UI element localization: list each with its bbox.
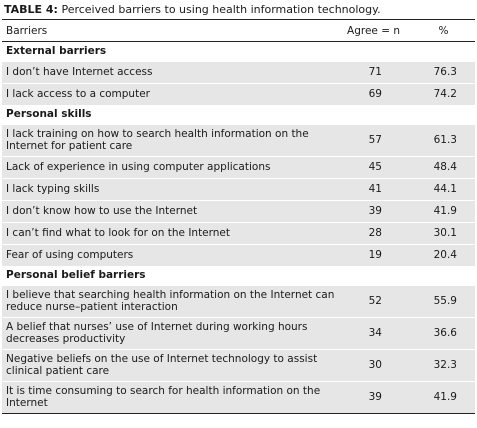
table-row (2, 84, 475, 106)
row-percent: 41.9 (412, 201, 475, 223)
row-percent: 76.3 (412, 62, 475, 84)
table-row (2, 179, 475, 201)
column-header-percent: % (412, 20, 475, 42)
section-title: External barriers (6, 45, 107, 58)
column-header-barriers: Barriers (2, 20, 342, 42)
row-label: A belief that nurses’ use of Internet during working hours decreases productivity (2, 318, 342, 350)
row-label: I believe that searching health information on the Internet can reduce nurse–patient interaction (2, 286, 342, 318)
row-percent: 55.9 (412, 286, 475, 318)
row-agree-n: 69 (342, 84, 412, 106)
row-agree-n: 28 (342, 223, 412, 245)
row-label: I can’t find what to look for on the Internet (2, 223, 342, 245)
section-row-personal-skills (2, 105, 475, 125)
table-row (2, 157, 475, 179)
table-caption-text: Perceived barriers to using health information technology. (57, 3, 381, 16)
row-agree-n: 34 (342, 318, 412, 350)
table-row (2, 382, 475, 414)
row-percent: 48.4 (412, 157, 475, 179)
table-row (2, 286, 475, 318)
row-label: I lack training on how to search health information on the Internet for patient care (2, 125, 342, 157)
row-percent: 61.3 (412, 125, 475, 157)
header-row (2, 20, 475, 42)
section-title: Personal belief barriers (6, 269, 146, 282)
row-percent: 44.1 (412, 179, 475, 201)
row-agree-n: 71 (342, 62, 412, 84)
table-caption (2, 0, 475, 20)
row-agree-n: 39 (342, 382, 412, 414)
row-label: It is time consuming to search for health information on the Internet (2, 382, 342, 414)
row-label: I lack typing skills (2, 179, 342, 201)
barriers-table (2, 20, 475, 414)
row-label: I don’t know how to use the Internet (2, 201, 342, 223)
table-row (2, 245, 475, 267)
section-title: Personal skills (6, 108, 92, 121)
table-row (2, 62, 475, 84)
table-caption-label: TABLE 4: (4, 3, 58, 16)
section-row-external-barriers (2, 42, 475, 63)
table-container (2, 0, 475, 414)
row-agree-n: 52 (342, 286, 412, 318)
table-row (2, 318, 475, 350)
row-agree-n: 57 (342, 125, 412, 157)
section-row-personal-belief-barriers (2, 266, 475, 286)
row-label: Fear of using computers (2, 245, 342, 267)
row-percent: 36.6 (412, 318, 475, 350)
row-percent: 30.1 (412, 223, 475, 245)
row-agree-n: 39 (342, 201, 412, 223)
row-label: Lack of experience in using computer applications (2, 157, 342, 179)
row-label: I lack access to a computer (2, 84, 342, 106)
column-header-agree-n-text: Agree = n (347, 24, 400, 37)
table-row (2, 350, 475, 382)
table-row (2, 201, 475, 223)
row-percent: 32.3 (412, 350, 475, 382)
row-label: I don’t have Internet access (2, 62, 342, 84)
table-row (2, 223, 475, 245)
row-percent: 74.2 (412, 84, 475, 106)
row-percent: 20.4 (412, 245, 475, 267)
row-agree-n: 45 (342, 157, 412, 179)
row-label: Negative beliefs on the use of Internet technology to assist clinical patient care (2, 350, 342, 382)
row-percent: 41.9 (412, 382, 475, 414)
row-agree-n: 19 (342, 245, 412, 267)
column-header-agree-n (342, 20, 412, 42)
row-agree-n: 30 (342, 350, 412, 382)
row-agree-n: 41 (342, 179, 412, 201)
table-row (2, 125, 475, 157)
